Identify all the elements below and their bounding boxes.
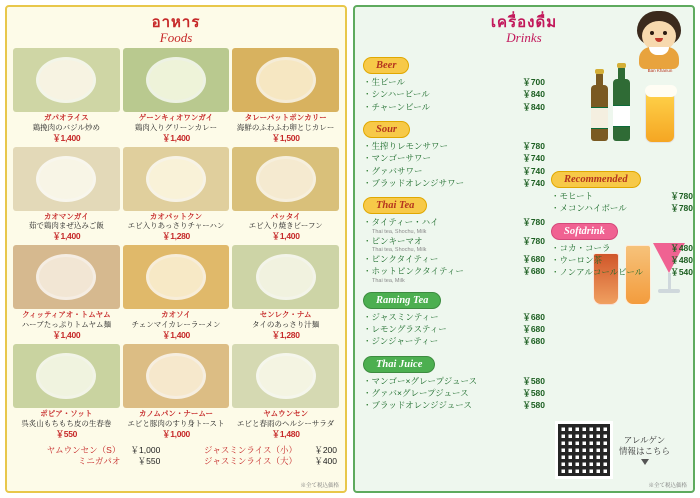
food-name-thai: ポピア・ソット — [40, 408, 93, 418]
food-item — [13, 245, 120, 341]
food-name-japanese: エビと豚肉のすり身トースト — [127, 418, 225, 428]
drink-name: ・ ジンジャーティー — [363, 335, 522, 347]
food-price: ￥1,500 — [271, 132, 300, 143]
drink-item — [363, 399, 545, 411]
food-name-thai: ヤムウンセン — [263, 408, 309, 418]
drink-category-badge: Thai Tea — [363, 197, 427, 214]
drink-item — [363, 253, 545, 265]
food-photo — [123, 147, 230, 211]
drink-category — [363, 290, 545, 348]
drink-item — [363, 387, 545, 399]
food-name-japanese: エビ入りあっさりチャーハン — [127, 221, 225, 231]
food-item — [13, 147, 120, 243]
drink-price: ￥740 — [522, 177, 545, 188]
drink-subtext: Thai tea, Milk — [372, 277, 405, 284]
drink-category-badge: Raming Tea — [363, 292, 441, 309]
food-item — [232, 344, 339, 440]
side-dish-label: ジャスミンライス（小） — [204, 444, 297, 455]
food-photo — [232, 344, 339, 408]
drinks-panel — [353, 5, 695, 493]
foods-title-thai: อาหาร — [151, 14, 201, 31]
food-name-japanese: 海鮮のふわふわ卵とじカレー — [236, 122, 335, 132]
food-photo — [123, 48, 230, 112]
drink-item — [363, 165, 545, 177]
drink-item — [363, 216, 545, 228]
tax-note-left: ※全て税込価格 — [300, 483, 339, 489]
qr-code-icon[interactable] — [555, 421, 613, 479]
drink-item — [363, 76, 545, 88]
food-item — [123, 344, 230, 440]
food-item — [123, 48, 230, 144]
drink-name: ・ ブラッドオレンジサワー — [363, 177, 522, 189]
drink-price: ￥580 — [522, 375, 545, 386]
food-item — [13, 344, 120, 440]
food-photo — [123, 344, 230, 408]
allergen-line1: アレルゲン — [623, 435, 666, 445]
food-name-japanese: 茹で鶏肉まぜ込みご飯 — [28, 221, 104, 231]
drink-price: ￥840 — [522, 101, 545, 112]
drink-price: ￥580 — [522, 400, 545, 411]
drink-price: ￥740 — [522, 165, 545, 176]
drink-name: ・ 生搾りレモンサワー — [363, 140, 522, 152]
drink-name: ・ ピンキーマオ — [363, 235, 522, 247]
drink-price: ￥680 — [522, 266, 545, 277]
drink-price: ￥740 — [522, 153, 545, 164]
food-price: ￥1,400 — [271, 231, 300, 242]
drink-category — [363, 55, 545, 113]
food-name-japanese: 鶏肉入りグリーンカレー — [134, 122, 218, 132]
food-name-thai: ゲーンキィオワンガイ — [138, 113, 214, 122]
side-dish-list — [13, 445, 339, 468]
drink-item — [551, 202, 693, 214]
food-photo — [13, 147, 120, 211]
food-name-thai: カオマンガイ — [43, 211, 89, 221]
drink-price: ￥780 — [670, 191, 693, 201]
drink-category — [551, 169, 693, 215]
drink-price: ￥680 — [522, 323, 545, 334]
food-name-thai: クィッティアオ・トムヤム — [22, 310, 111, 320]
drink-name: ・ グァバ×グレープジュース — [363, 387, 522, 399]
drink-name: ・ ピンクタイティー — [363, 253, 522, 265]
drink-price: ￥540 — [670, 267, 693, 278]
drink-name: ・ チャーンビール — [363, 101, 522, 113]
tax-note-right: ※全て税込価格 — [648, 483, 687, 489]
food-name-thai: カノムパン・ナームー — [138, 408, 214, 418]
food-price: ￥1,000 — [162, 428, 190, 439]
foods-title — [13, 15, 339, 44]
drink-item — [551, 266, 693, 278]
drink-item — [363, 177, 545, 189]
food-name-japanese: チェンマイカレーラーメン — [131, 319, 221, 329]
drink-item — [363, 335, 545, 347]
drink-category — [363, 119, 545, 189]
foods-panel — [5, 5, 347, 493]
drinks-title-english: Drinks — [506, 30, 542, 45]
drink-name: ・ レモングラスティー — [363, 323, 522, 335]
drink-price: ￥680 — [522, 336, 545, 347]
food-name-thai: カオパットクン — [149, 211, 203, 221]
side-dish-price: ￥1,000 — [130, 444, 161, 455]
food-price: ￥1,400 — [162, 329, 190, 340]
side-dish-label: ジャスミンライス（大） — [204, 455, 297, 466]
drink-name: ・ メコンハイボール — [551, 202, 670, 214]
food-item — [123, 245, 230, 341]
drink-name: ・ コカ・コーラ — [551, 242, 670, 254]
food-item — [123, 147, 230, 243]
drink-price: ￥780 — [670, 203, 693, 214]
drink-category-badge: Beer — [363, 57, 409, 74]
food-name-japanese: 呉炙山もちもち皮の生春巻 — [21, 418, 112, 428]
drink-name: ・ ブラッドオレンジジュース — [363, 399, 522, 411]
side-dish-label: ヤムウンセン（S） — [46, 444, 121, 455]
drink-item — [363, 140, 545, 152]
allergen-line2: 情報はこちら — [619, 446, 671, 457]
drink-item — [363, 375, 545, 387]
food-item — [13, 48, 120, 144]
food-item — [232, 245, 339, 341]
drink-price: ￥700 — [522, 77, 545, 87]
mascot-label: Ban Khanun — [647, 68, 673, 73]
drinks-title-thai: เครื่องดื่ม — [490, 14, 558, 31]
drink-price: ￥780 — [522, 235, 545, 246]
food-photo — [232, 245, 339, 309]
drink-category — [363, 354, 545, 412]
drink-name: ・ マンゴー×グレープジュース — [363, 375, 522, 387]
food-price: ￥1,400 — [162, 132, 190, 143]
drink-item — [363, 311, 545, 323]
arrow-down-icon — [641, 459, 649, 465]
drink-name: ・ 生ビール — [363, 76, 522, 88]
drink-subtext: Thai tea, Shochu, Milk — [372, 228, 427, 235]
food-name-japanese: タイのあっさり汁麺 — [252, 319, 320, 329]
food-name-thai: センレク・ナム — [259, 310, 312, 320]
drink-category — [551, 221, 693, 279]
food-price: ￥1,400 — [52, 231, 81, 242]
drink-name: ・ グァバサワー — [363, 165, 522, 177]
drink-price: ￥780 — [522, 140, 545, 151]
drinks-column-right — [551, 169, 693, 285]
drink-name: ・ ノンアルコールビール — [551, 266, 670, 278]
drink-item — [363, 265, 545, 277]
drink-item — [363, 152, 545, 164]
drink-category-badge: Thai Juice — [363, 356, 435, 373]
drinks-column-left — [363, 55, 545, 417]
drink-item — [551, 254, 693, 266]
food-item — [232, 147, 339, 243]
food-name-thai: ガパオライス — [43, 113, 89, 122]
drink-name: ・ ウーロン茶 — [551, 254, 670, 266]
food-name-thai: カオソイ — [161, 310, 191, 320]
drink-name: ・ モヒート — [551, 190, 670, 202]
drink-price: ￥480 — [670, 242, 693, 253]
side-dish-price: ￥400 — [314, 455, 337, 466]
drink-name: ・ マンゴーサワー — [363, 152, 522, 164]
drink-subtext: Thai tea, Shochu, Milk — [372, 246, 427, 253]
drink-item — [363, 323, 545, 335]
drink-item — [363, 88, 545, 100]
food-photo — [13, 48, 120, 112]
drink-price: ￥840 — [522, 89, 545, 100]
drink-category-badge: Recommended — [551, 171, 641, 188]
side-dish-label: ミニガパオ — [77, 455, 121, 466]
food-name-japanese: エビ入り焼きビーフン — [248, 221, 323, 231]
drink-item — [551, 190, 693, 202]
food-name-thai: タレーパットポンカリー — [244, 113, 327, 122]
food-photo — [13, 245, 120, 309]
drink-price: ￥680 — [522, 311, 545, 322]
drink-item — [551, 242, 693, 254]
drink-price: ￥780 — [522, 217, 545, 228]
drink-name: ・ ホットピンクタイティー — [363, 265, 522, 277]
side-dish-price: ￥200 — [314, 444, 337, 455]
food-price: ￥1,480 — [271, 428, 300, 439]
food-name-thai: パッタイ — [270, 211, 301, 221]
food-name-japanese: 鶏挽肉のバジル炒め — [32, 122, 100, 132]
drink-category — [363, 195, 545, 283]
drink-price: ￥580 — [522, 387, 545, 398]
side-dish-price: ￥550 — [137, 455, 161, 466]
side-dish-row — [13, 445, 339, 456]
food-photo — [232, 147, 339, 211]
foods-title-english: Foods — [159, 30, 193, 45]
food-price: ￥1,280 — [271, 329, 300, 340]
drink-item — [363, 101, 545, 113]
drink-item — [363, 235, 545, 247]
drink-price: ￥680 — [522, 253, 545, 264]
drink-category-badge: Softdrink — [551, 223, 618, 240]
food-name-japanese: ハーブたっぷりトムヤム麺 — [21, 319, 112, 329]
allergen-label — [619, 435, 670, 468]
food-item — [232, 48, 339, 144]
drink-name: ・ シンハービール — [363, 88, 522, 100]
food-grid — [13, 48, 339, 440]
food-price: ￥550 — [55, 428, 78, 439]
food-name-japanese: エビと春雨のヘルシーサラダ — [237, 418, 335, 428]
drink-name: ・ タイティー・ハイ — [363, 216, 522, 228]
drink-price: ￥480 — [670, 254, 693, 265]
allergen-qr-block[interactable] — [555, 421, 685, 483]
beer-photo — [583, 59, 693, 151]
side-dish-row — [13, 456, 339, 467]
drink-name: ・ ジャスミンティー — [363, 311, 522, 323]
drink-category-badge: Sour — [363, 121, 410, 138]
food-price: ￥1,400 — [52, 132, 81, 143]
food-photo — [123, 245, 230, 309]
food-price: ￥1,400 — [52, 329, 81, 340]
food-photo — [232, 48, 339, 112]
food-price: ￥1,280 — [162, 231, 190, 242]
food-photo — [13, 344, 120, 408]
